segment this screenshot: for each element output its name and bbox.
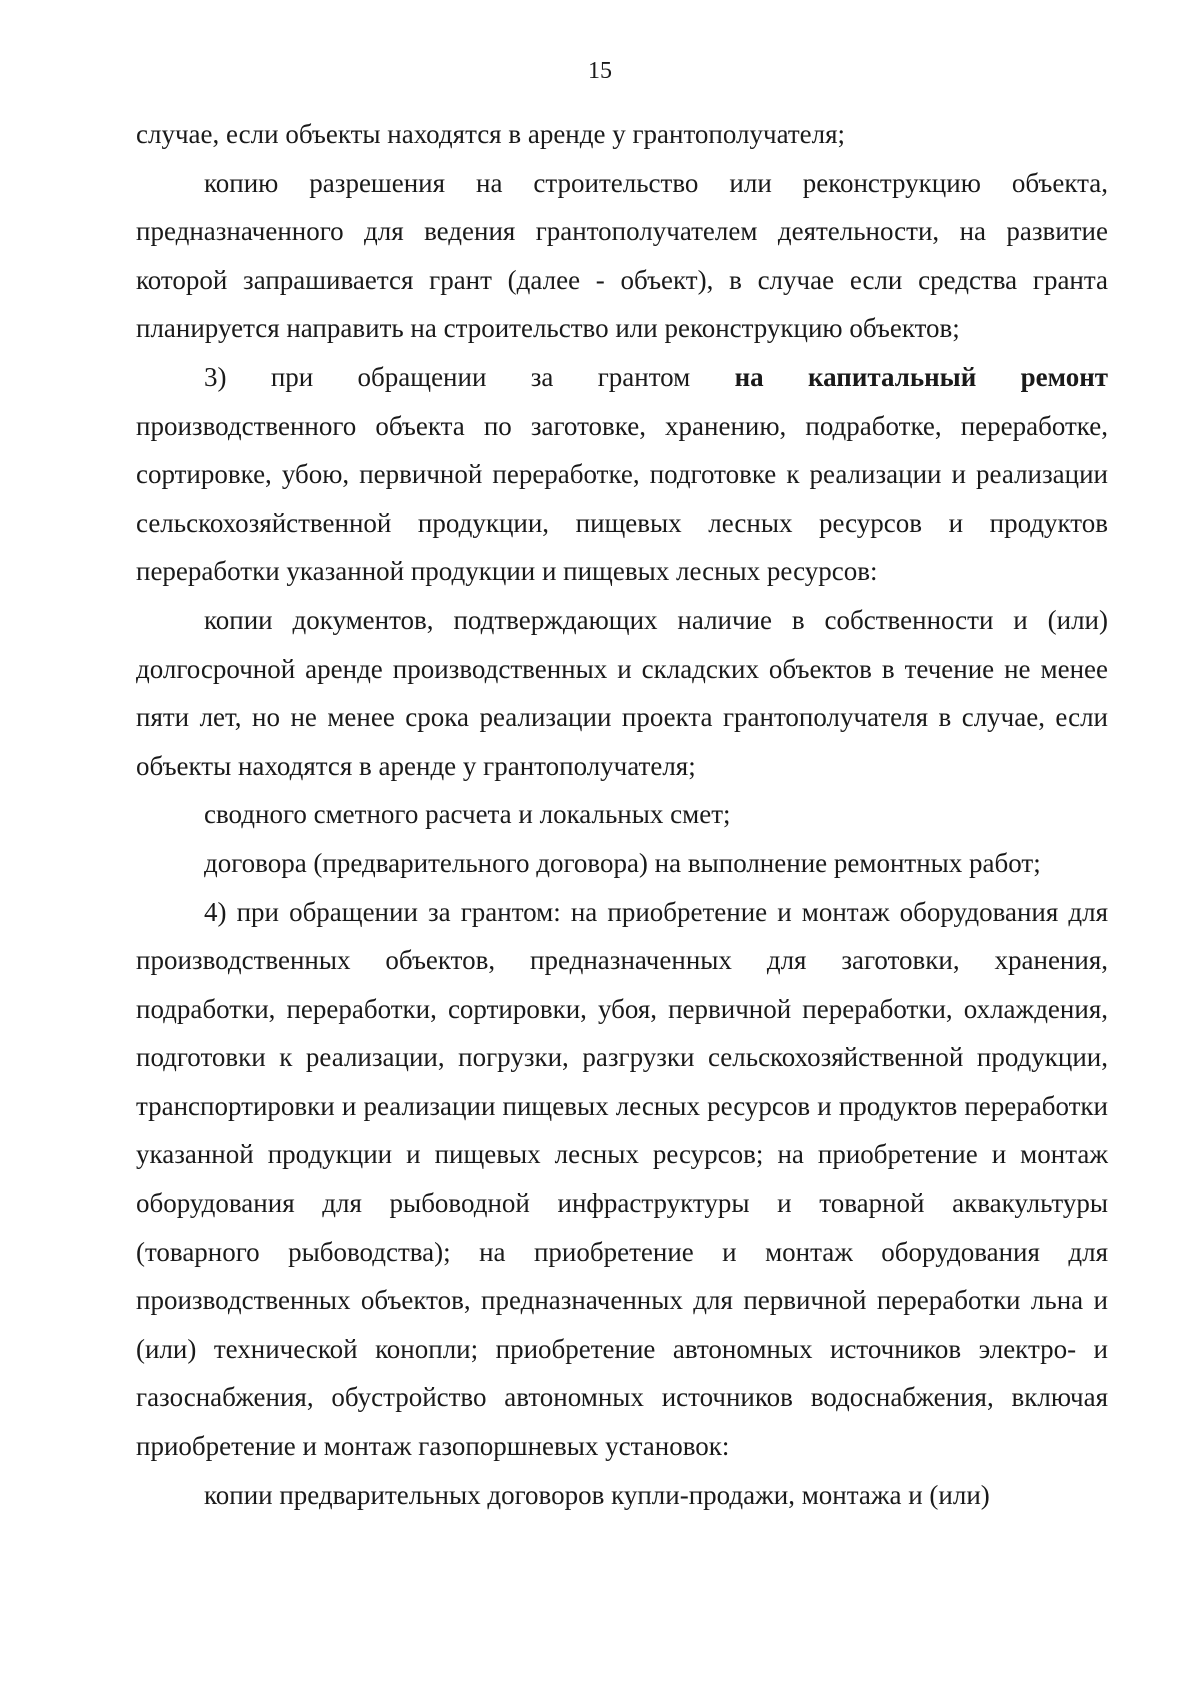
page-number: 15 [588,58,612,84]
paragraph-6: договора (предварительного договора) на выполнение ремонтных работ; [204,847,1041,878]
paragraph-1: случае, если объекты находятся в аренде у грантополучателя; [136,119,846,149]
paragraph-7: 4) при обращении за грантом: на приобретение и монтаж оборудования для производственных объектов, предназначенных для заготовки, хранения, подработки, переработки, сортировки, убоя, первичной переработки, охлаждения, подготовки к реализации, погрузки, разгрузки сельскохозяйственной продукции, транспортировки и реализации пищевых лесных ресурсов и продуктов переработки указанной продукции и пищевых лесных ресурсов; на приобретение и монтаж оборудования для рыбоводной инфраструктуры и товарной аквакультуры (товарного рыбоводства); на приобретение и монтаж оборудования для производственных объектов, предназначенных для первичной переработки льна и (или) технической конопли; приобретение автономных источников электро- и газоснабжения, обустройство автономных источников водоснабжения, включая приобретение и монтаж газопоршневых установок: [136,896,1108,1462]
paragraph-3-end: производственного объекта по заготовке, хранению, подработке, переработке, сортировке, убою, первичной переработке, подготовке к реализации и реализации сельскохозяйственной продукции, пищевых лесных ресурсов и продуктов переработки указанной продукции и пищевых лесных ресурсов: [136,410,1108,587]
paragraph-3 [136,353,1108,596]
paragraph-2: копию разрешения на строительство или реконструкцию объекта, предназначенного для ведения грантополучателем деятельности, на развитие которой запрашивается грант (далее - объект), в случае если средства гранта планируется направить на строительство или реконструкцию объектов; [136,167,1108,344]
document-body [136,110,1108,1519]
paragraph-4: копии документов, подтверждающих наличие в собственности и (или) долгосрочной аренде производственных и складских объектов в течение не менее пяти лет, но не менее срока реализации проекта грантополучателя в случае, если объекты находятся в аренде у грантополучателя; [136,604,1108,781]
paragraph-3-bold: на капитальный ремонт [734,361,1109,392]
paragraph-3-start: 3) при обращении за грантом [204,361,735,392]
paragraph-5: сводного сметного расчета и локальных смет; [204,799,731,830]
paragraph-8: копии предварительных договоров купли-продажи, монтажа и (или) [204,1479,990,1510]
